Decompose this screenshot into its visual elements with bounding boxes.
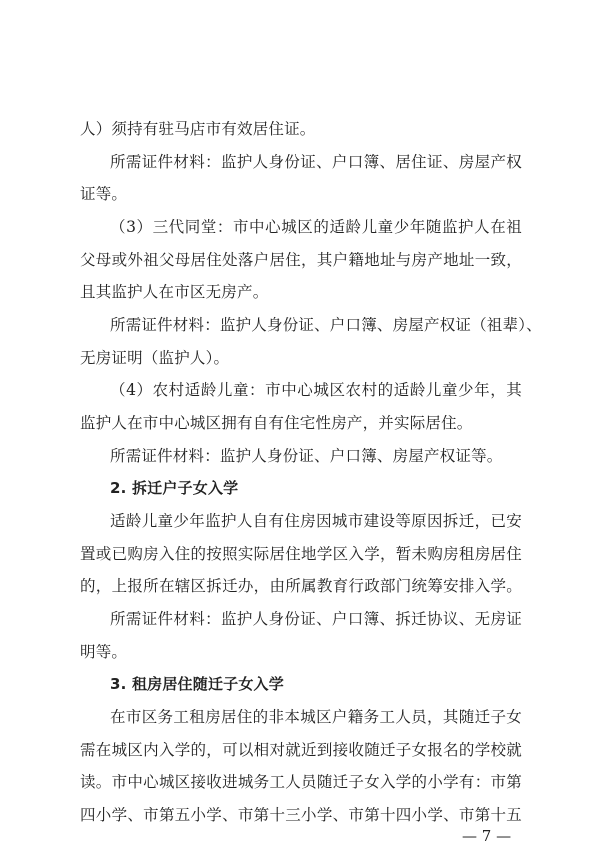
text-line: 适龄儿童少年监护人自有住房因城市建设等原因拆迁，已安 [110,512,522,530]
text-line: 的，上报所在辖区拆迁办，由所属教育行政部门统筹安排入学。 [80,577,522,595]
text-line: 人）须持有驻马店市有效居住证。 [80,120,316,138]
text-line: 读。市中心城区接收进城务工人员随迁子女入学的小学有：市第 [80,773,522,791]
text-line: 父母或外祖父母居住处落户居住，其户籍地址与房产地址一致， [80,251,522,269]
text-line: （4）农村适龄儿童：市中心城区农村的适龄儿童少年，其 [110,381,522,399]
text-line: 置或已购房入住的按照实际居住地学区入学，暂未购房租房居住 [80,545,522,563]
text-line: 监护人在市中心城区拥有自有住宅性房产，并实际居住。 [80,414,473,432]
text-line: 明等。 [80,643,128,661]
section-heading: 2. 拆迁户子女入学 [110,479,239,497]
text-line: 所需证件材料：监护人身份证、户口簿、拆迁协议、无房证 [110,610,522,628]
text-line: （3）三代同堂：市中心城区的适龄儿童少年随监护人在祖 [110,218,522,236]
text-line: 证等。 [80,185,128,203]
text-line: 所需证件材料：监护人身份证、户口簿、房屋产权证等。 [110,447,503,465]
text-line: 且其监护人在市区无房产。 [80,283,269,301]
text-line: 无房证明（监护人）。 [80,349,230,367]
text-line: 所需证件材料：监护人身份证、户口簿、房屋产权证（祖辈）、 [110,316,542,334]
text-line: 在市区务工租房居住的非本城区户籍务工人员，其随迁子女 [110,708,522,726]
section-heading: 3. 租房居住随迁子女入学 [110,675,284,693]
text-line: 所需证件材料：监护人身份证、户口簿、居住证、房屋产权 [110,153,522,171]
text-line: 四小学、市第五小学、市第十三小学、市第十四小学、市第十五 [80,806,522,824]
text-line: 需在城区内入学的，可以相对就近到接收随迁子女报名的学校就 [80,741,522,759]
page-number: — 7 — [462,827,512,845]
